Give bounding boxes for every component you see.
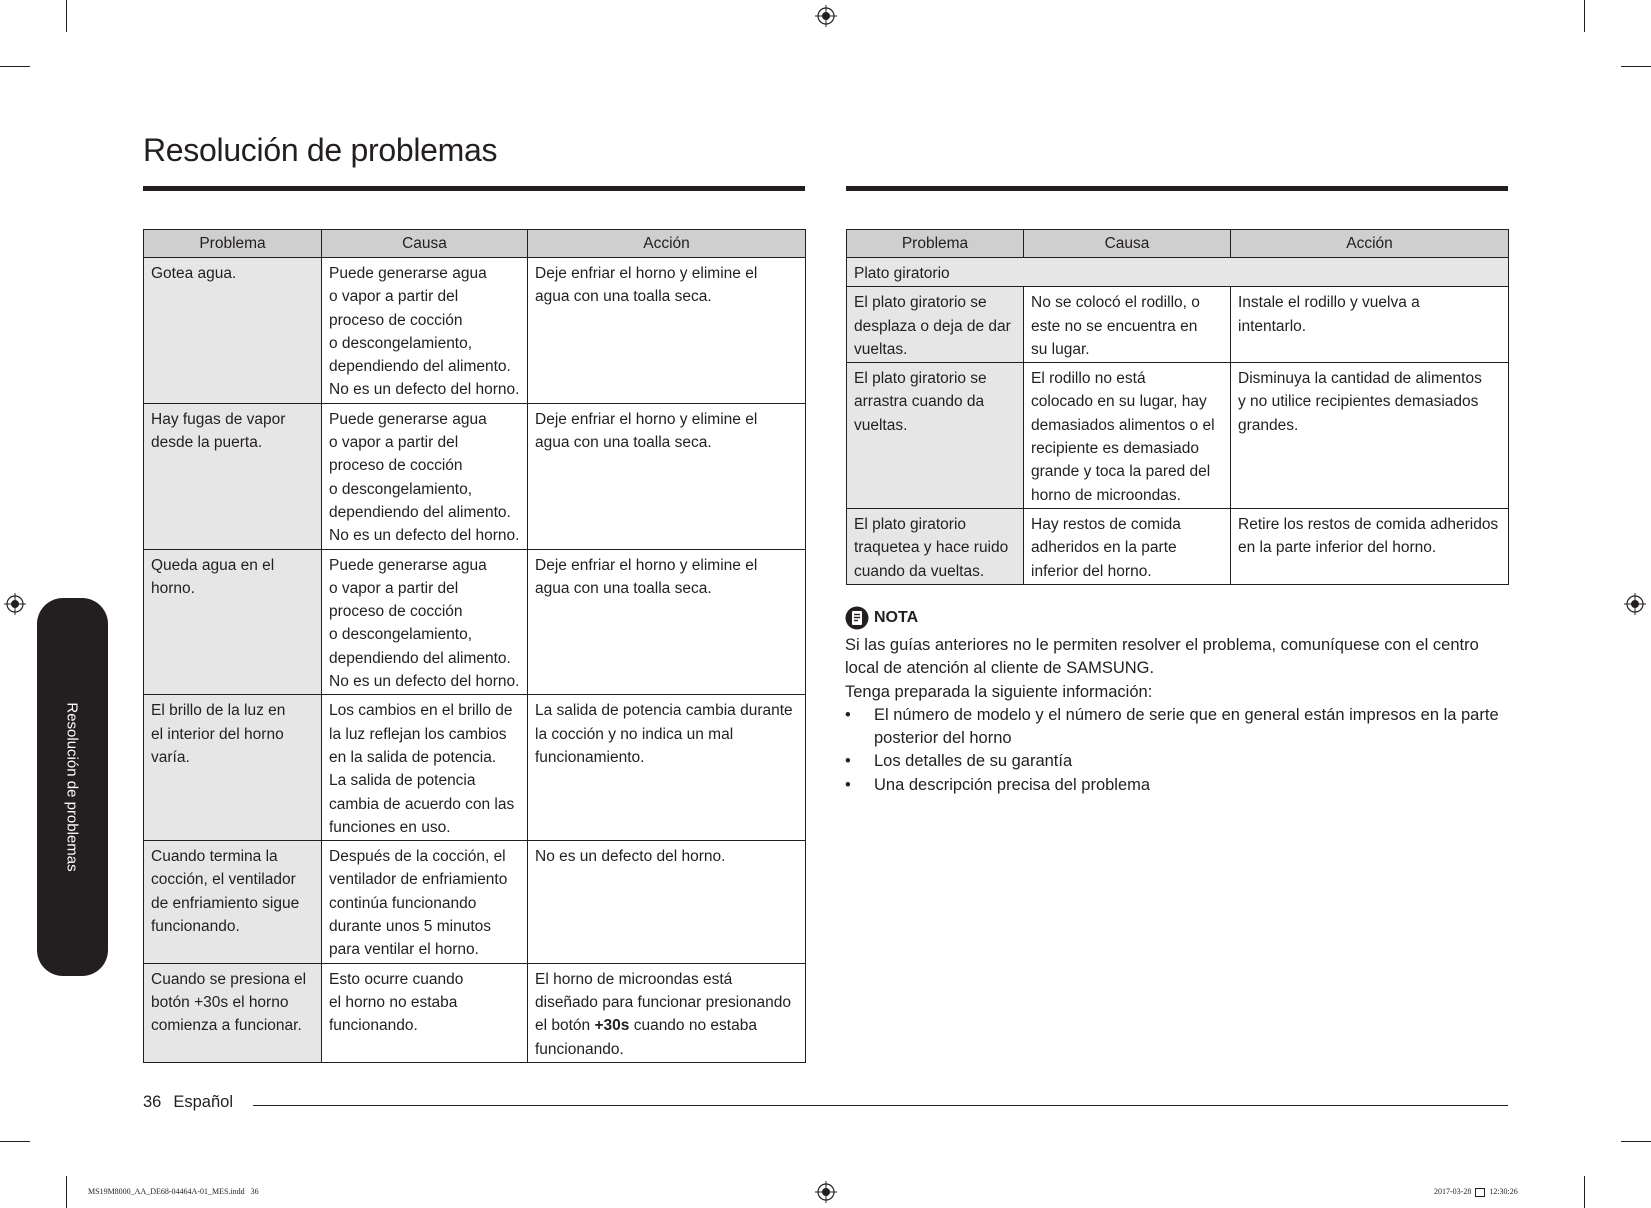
- problem-line: desde la puerta.: [151, 434, 263, 452]
- problem-cell: [144, 549, 322, 695]
- table-row: [144, 258, 806, 404]
- cause-line: dependiendo del alimento.: [329, 358, 511, 376]
- cause-line: Hay restos de comida: [1031, 515, 1181, 533]
- action-line: Instale el rodillo y vuelva a: [1238, 294, 1420, 312]
- action-cell: [1231, 287, 1509, 363]
- crop-mark: [1621, 1141, 1651, 1142]
- cause-cell: [322, 963, 528, 1062]
- cause-line: o vapor a partir del: [329, 434, 459, 452]
- cause-line: Puede generarse agua: [329, 556, 487, 574]
- cause-line: la luz reflejan los cambios: [329, 725, 507, 743]
- problem-line: funcionando.: [151, 918, 240, 936]
- action-line: funcionamiento.: [535, 748, 645, 766]
- action-cell: [528, 549, 806, 695]
- cause-cell: [1024, 287, 1231, 363]
- header-accion: Acción: [1231, 230, 1509, 258]
- slug-date-text: 2017-03-28: [1434, 1187, 1472, 1196]
- registration-mark-icon: [4, 593, 26, 615]
- action-cell: [1231, 508, 1509, 584]
- table-group-row: [847, 258, 1509, 287]
- bullet: •: [845, 752, 851, 771]
- problem-line: cocción, el ventilador: [151, 871, 296, 889]
- slug-time: 12:30:26: [1489, 1187, 1518, 1196]
- section-side-tab: [37, 598, 108, 976]
- slug-filename: MS19M8000_AA_DE68-04464A-01_MES.indd 36: [88, 1187, 259, 1196]
- action-cell: [528, 403, 806, 549]
- cause-line: su lugar.: [1031, 340, 1090, 358]
- problem-line: vueltas.: [854, 340, 908, 358]
- action-line: y no utilice recipientes demasiados: [1238, 393, 1479, 411]
- cause-line: o descongelamiento,: [329, 480, 473, 498]
- list-item-text: Los detalles de su garantía: [874, 752, 1073, 771]
- cause-line: el horno no estaba: [329, 993, 458, 1011]
- bullet: •: [845, 775, 851, 794]
- action-cell: [1231, 363, 1509, 509]
- list-item: [845, 704, 1505, 751]
- cause-line: horno de microondas.: [1031, 486, 1181, 504]
- cause-line: continúa funcionando: [329, 894, 477, 912]
- problem-line: vueltas.: [854, 416, 908, 434]
- registration-mark-icon: [815, 1181, 837, 1203]
- table-row: [847, 508, 1509, 584]
- problem-cell: [144, 403, 322, 549]
- cause-line: o descongelamiento,: [329, 334, 473, 352]
- crop-mark: [0, 66, 30, 67]
- action-cell: [528, 258, 806, 404]
- cause-cell: [322, 549, 528, 695]
- crop-mark: [1584, 0, 1585, 32]
- problem-line: desplaza o deja de dar: [854, 317, 1011, 335]
- table-row: [144, 963, 806, 1062]
- problem-line: Queda agua en el: [151, 556, 275, 574]
- cause-line: recipiente es demasiado: [1031, 440, 1200, 458]
- cause-line: Los cambios en el brillo de: [329, 702, 513, 720]
- crop-mark: [1621, 66, 1651, 67]
- action-line: Deje enfriar el horno y elimine el: [535, 556, 758, 574]
- cause-line: proceso de cocción: [329, 457, 463, 475]
- crop-mark: [1584, 1176, 1585, 1208]
- table-row: [144, 841, 806, 963]
- cause-line: No es un defecto del horno.: [329, 527, 520, 545]
- note-label: NOTA: [874, 609, 919, 626]
- cause-cell: [322, 695, 528, 841]
- table-row: [144, 695, 806, 841]
- problem-cell: [144, 841, 322, 963]
- action-cell: [528, 695, 806, 841]
- registration-mark-icon: [815, 5, 837, 27]
- problem-line: cuando da vueltas.: [854, 562, 985, 580]
- action-cell: [528, 841, 806, 963]
- cause-cell: [322, 403, 528, 549]
- list-item-line: posterior del horno: [874, 729, 1012, 748]
- cause-line: No es un defecto del horno.: [329, 381, 520, 399]
- action-line: la cocción y no indica un mal: [535, 725, 734, 743]
- cause-line: para ventilar el horno.: [329, 941, 479, 959]
- cause-line: funciones en uso.: [329, 818, 451, 836]
- troubleshooting-table-left: [143, 229, 806, 1063]
- problem-line: botón +30s el horno: [151, 993, 289, 1011]
- cause-line: La salida de potencia: [329, 772, 476, 790]
- cause-line: Esto ocurre cuando: [329, 970, 464, 988]
- cause-line: o vapor a partir del: [329, 579, 459, 597]
- cause-line: dependiendo del alimento.: [329, 503, 511, 521]
- cause-line: Puede generarse agua: [329, 265, 487, 282]
- cause-line: dependiendo del alimento.: [329, 649, 511, 667]
- note-line: Si las guías anteriores no le permiten resolver el problema, comuníquese con el centro: [845, 636, 1479, 654]
- title-rule-right: [846, 186, 1508, 191]
- cause-line: durante unos 5 minutos: [329, 918, 491, 936]
- problem-line: el interior del horno: [151, 725, 284, 743]
- problem-line: El brillo de la luz en: [151, 702, 286, 720]
- cause-line: este no se encuentra en: [1031, 317, 1198, 335]
- problem-line: arrastra cuando da: [854, 393, 985, 411]
- cause-line: proceso de cocción: [329, 311, 463, 329]
- action-line: Disminuya la cantidad de alimentos: [1238, 370, 1482, 388]
- action-line: el botón: [535, 1017, 595, 1035]
- list-item-line: El número de modelo y el número de serie que en general están impresos en la parte: [874, 705, 1499, 724]
- problem-cell: [847, 287, 1024, 363]
- header-causa: Causa: [1024, 230, 1231, 258]
- crop-mark: [66, 0, 67, 32]
- table-row: [847, 287, 1509, 363]
- cause-cell: [1024, 363, 1231, 509]
- crop-mark: [66, 1176, 67, 1208]
- cause-line: No es un defecto del horno.: [329, 673, 520, 691]
- problem-cell: [144, 258, 322, 404]
- note-heading: [845, 606, 918, 630]
- action-line: en la parte inferior del horno.: [1238, 539, 1437, 557]
- cause-line: Puede generarse agua: [329, 410, 487, 428]
- header-problema: Problema: [847, 230, 1024, 258]
- page-title: Resolución de problemas: [143, 132, 498, 168]
- button-label-30s: +30s: [594, 1017, 630, 1035]
- action-line: agua con una toalla seca.: [535, 434, 712, 452]
- action-line: diseñado para funcionar presionando: [535, 993, 791, 1011]
- slug-calendar-icon: [1475, 1188, 1485, 1197]
- note-icon: [845, 606, 869, 630]
- cause-line: funcionando.: [329, 1017, 418, 1035]
- problem-text: Gotea agua.: [151, 265, 237, 282]
- troubleshooting-table-right: [846, 229, 1509, 585]
- slug-date: [1434, 1187, 1518, 1197]
- action-line: Deje enfriar el horno y elimine el: [535, 265, 758, 282]
- action-line: agua con una toalla seca.: [535, 288, 712, 306]
- table-row: [144, 549, 806, 695]
- header-problema: Problema: [144, 230, 322, 258]
- cause-line: No se colocó el rodillo, o: [1031, 294, 1200, 312]
- table-header-row: [847, 230, 1509, 258]
- side-tab-label: Resolución de problemas: [63, 702, 81, 872]
- cause-line: cambia de acuerdo con las: [329, 795, 515, 813]
- action-line: Deje enfriar el horno y elimine el: [535, 410, 758, 428]
- cause-line: o descongelamiento,: [329, 626, 473, 644]
- action-line: El horno de microondas está: [535, 970, 733, 988]
- cause-line: ventilador de enfriamiento: [329, 871, 508, 889]
- title-rule-left: [143, 186, 805, 191]
- problem-line: de enfriamiento sigue: [151, 894, 300, 912]
- problem-line: Hay fugas de vapor: [151, 410, 286, 428]
- cause-line: colocado en su lugar, hay: [1031, 393, 1207, 411]
- cause-cell: [322, 841, 528, 963]
- action-line: Retire los restos de comida adheridos: [1238, 515, 1499, 533]
- action-line: La salida de potencia cambia durante: [535, 702, 793, 720]
- cause-line: Después de la cocción, el: [329, 848, 506, 866]
- problem-cell: [144, 963, 322, 1062]
- header-accion: Acción: [528, 230, 806, 258]
- table-row: [144, 403, 806, 549]
- problem-line: El plato giratorio se: [854, 370, 987, 388]
- cause-line: demasiados alimentos o el: [1031, 416, 1215, 434]
- list-item: [845, 750, 1505, 773]
- note-body: [845, 634, 1505, 797]
- action-line: No es un defecto del horno.: [535, 848, 726, 866]
- page-footer: [143, 1093, 233, 1112]
- action-line: intentarlo.: [1238, 317, 1307, 335]
- problem-line: traquetea y hace ruido: [854, 539, 1009, 557]
- footer-language: Español: [173, 1093, 233, 1111]
- crop-mark: [0, 1141, 30, 1142]
- list-item: [845, 774, 1505, 797]
- registration-mark-icon: [1624, 593, 1646, 615]
- header-causa: Causa: [322, 230, 528, 258]
- table-row: [847, 363, 1509, 509]
- list-item-text: Una descripción precisa del problema: [874, 775, 1151, 794]
- table-header-row: [144, 230, 806, 258]
- action-line: grandes.: [1238, 416, 1299, 434]
- note-line: local de atención al cliente de SAMSUNG.: [845, 659, 1155, 678]
- note-paragraph: [845, 634, 1505, 681]
- problem-line: Cuando se presiona el: [151, 970, 307, 988]
- cause-line: adheridos en la parte: [1031, 539, 1177, 557]
- problem-line: comienza a funcionar.: [151, 1017, 302, 1035]
- action-line: cuando no estaba: [629, 1017, 757, 1035]
- problem-line: varía.: [151, 748, 190, 766]
- page-number: 36: [143, 1093, 162, 1111]
- problem-line: horno.: [151, 579, 195, 597]
- problem-line: El plato giratorio: [854, 515, 967, 533]
- problem-cell: [847, 508, 1024, 584]
- cause-line: grande y toca la pared del: [1031, 463, 1211, 481]
- cause-line: en la salida de potencia.: [329, 748, 497, 766]
- action-line: funcionando.: [535, 1040, 624, 1058]
- problem-line: Cuando termina la: [151, 848, 278, 866]
- problem-cell: [847, 363, 1024, 509]
- action-line: agua con una toalla seca.: [535, 579, 712, 597]
- note-list: [845, 704, 1505, 797]
- cause-cell: [322, 258, 528, 404]
- action-cell: [528, 963, 806, 1062]
- cause-line: o vapor a partir del: [329, 288, 459, 306]
- bullet: •: [845, 705, 851, 724]
- footer-rule: [253, 1105, 1508, 1106]
- cause-cell: [1024, 508, 1231, 584]
- group-label: Plato giratorio: [847, 258, 1509, 287]
- problem-line: El plato giratorio se: [854, 294, 987, 312]
- cause-line: El rodillo no está: [1031, 370, 1146, 388]
- problem-cell: [144, 695, 322, 841]
- cause-line: proceso de cocción: [329, 603, 463, 621]
- cause-line: inferior del horno.: [1031, 562, 1152, 580]
- note-paragraph: Tenga preparada la siguiente información:: [845, 682, 1153, 701]
